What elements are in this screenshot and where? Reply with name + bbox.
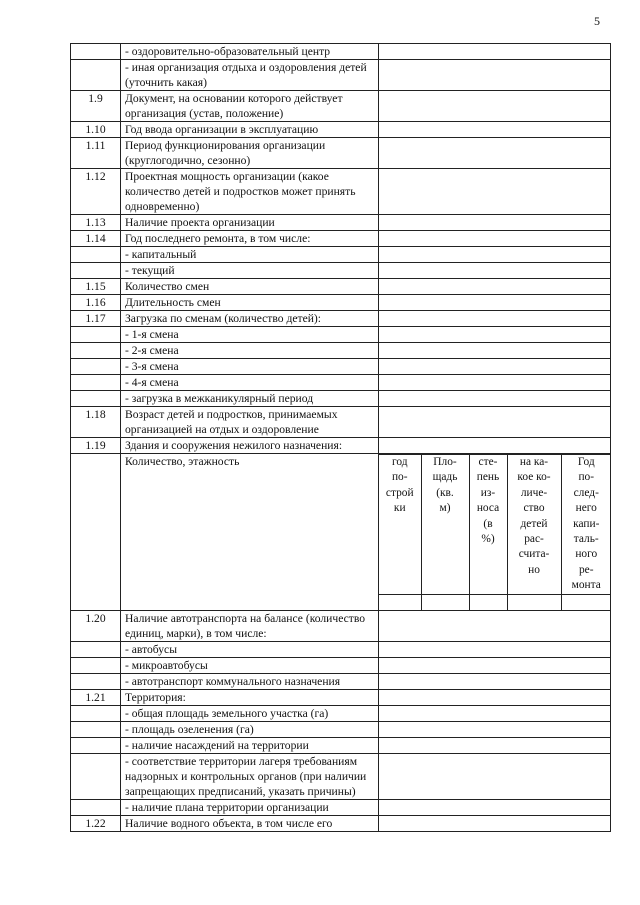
row-number: 1.13 [71, 215, 121, 231]
page-number: 5 [594, 14, 600, 28]
row-number: 1.14 [71, 231, 121, 247]
row-label: Возраст детей и подростков, принимаемых организацией на отдых и оздоровление [121, 407, 379, 438]
value-cell[interactable] [379, 359, 611, 375]
row-number [71, 737, 121, 753]
table-row [71, 657, 611, 673]
row-number [71, 247, 121, 263]
value-cell[interactable] [379, 279, 611, 295]
table-row [71, 375, 611, 391]
table-row [71, 391, 611, 407]
column-header-capacity: на ка- кое ко- личе- ство детей рас- счита- но [507, 455, 561, 595]
table-row [71, 689, 611, 705]
table-row [71, 438, 611, 454]
row-label: - автотранспорт коммунального назначения [121, 673, 379, 689]
value-cell[interactable] [379, 231, 611, 247]
blank-cell[interactable] [421, 594, 469, 610]
blank-cell[interactable] [379, 594, 421, 610]
table-row [71, 705, 611, 721]
row-number [71, 799, 121, 815]
row-label: - оздоровительно-образовательный центр [121, 44, 379, 60]
value-cell[interactable] [379, 169, 611, 215]
value-cell[interactable] [379, 311, 611, 327]
row-number [71, 721, 121, 737]
table-row [71, 454, 611, 611]
value-cell[interactable] [379, 247, 611, 263]
row-label: - общая площадь земельного участка (га) [121, 705, 379, 721]
row-label: - автобусы [121, 641, 379, 657]
value-cell[interactable] [379, 138, 611, 169]
value-cell[interactable] [379, 391, 611, 407]
value-cell[interactable] [379, 295, 611, 311]
value-cell[interactable] [379, 673, 611, 689]
row-number [71, 391, 121, 407]
table-row [71, 753, 611, 799]
row-number: 1.19 [71, 438, 121, 454]
row-label: Здания и сооружения нежилого назначения: [121, 438, 379, 454]
buildings-subtable-cell [379, 454, 611, 611]
row-label: - 3-я смена [121, 359, 379, 375]
row-number [71, 705, 121, 721]
row-label: Наличие автотранспорта на балансе (количество единиц, марки), в том числе: [121, 610, 379, 641]
passport-table [70, 43, 611, 832]
value-cell[interactable] [379, 610, 611, 641]
value-cell[interactable] [379, 44, 611, 60]
row-label: Загрузка по сменам (количество детей): [121, 311, 379, 327]
table-row [71, 673, 611, 689]
row-number [71, 263, 121, 279]
row-number [71, 60, 121, 91]
value-cell[interactable] [379, 721, 611, 737]
row-number: 1.9 [71, 91, 121, 122]
row-number [71, 657, 121, 673]
row-label: - наличие плана территории организации [121, 799, 379, 815]
table-row [71, 263, 611, 279]
table-row [71, 610, 611, 641]
row-label: - микроавтобусы [121, 657, 379, 673]
row-label: Наличие водного объекта, в том числе его [121, 815, 379, 831]
row-number: 1.15 [71, 279, 121, 295]
value-cell[interactable] [379, 689, 611, 705]
row-number [71, 44, 121, 60]
row-number: 1.17 [71, 311, 121, 327]
table-row [71, 295, 611, 311]
row-number: 1.22 [71, 815, 121, 831]
table-row [71, 247, 611, 263]
value-cell[interactable] [379, 60, 611, 91]
row-number: 1.12 [71, 169, 121, 215]
row-label: Количество смен [121, 279, 379, 295]
row-number [71, 753, 121, 799]
value-cell[interactable] [379, 753, 611, 799]
row-label: - 2-я смена [121, 343, 379, 359]
value-cell[interactable] [379, 438, 611, 454]
value-cell[interactable] [379, 375, 611, 391]
row-number [71, 454, 121, 611]
table-row [71, 215, 611, 231]
table-row [71, 641, 611, 657]
value-cell[interactable] [379, 327, 611, 343]
value-cell[interactable] [379, 705, 611, 721]
row-label: - 4-я смена [121, 375, 379, 391]
value-cell[interactable] [379, 799, 611, 815]
blank-cell[interactable] [469, 594, 507, 610]
row-label: Количество, этажность [121, 454, 379, 611]
table-row [71, 279, 611, 295]
row-number: 1.18 [71, 407, 121, 438]
table-row [71, 737, 611, 753]
table-row [71, 169, 611, 215]
row-label: Проектная мощность организации (какое количество детей и подростков может принять одновременно) [121, 169, 379, 215]
row-number [71, 359, 121, 375]
buildings-subtable [379, 454, 611, 610]
value-cell[interactable] [379, 407, 611, 438]
row-number [71, 673, 121, 689]
table-row [71, 721, 611, 737]
value-cell[interactable] [379, 122, 611, 138]
row-number: 1.10 [71, 122, 121, 138]
row-number [71, 327, 121, 343]
row-number: 1.20 [71, 610, 121, 641]
value-cell[interactable] [379, 641, 611, 657]
table-row [71, 91, 611, 122]
row-label: Наличие проекта организации [121, 215, 379, 231]
row-label: - иная организация отдыха и оздоровления детей (уточнить какая) [121, 60, 379, 91]
value-cell[interactable] [379, 343, 611, 359]
value-cell[interactable] [379, 91, 611, 122]
row-label: Территория: [121, 689, 379, 705]
column-header-last-repair: Год по- след- него капи- таль- ного ре- монта [561, 455, 611, 595]
row-label: - площадь озеленения (га) [121, 721, 379, 737]
row-label: Год ввода организации в эксплуатацию [121, 122, 379, 138]
row-label: - соответствие территории лагеря требованиям надзорных и контрольных органов (при наличии запрещающих предписаний, указать причины) [121, 753, 379, 799]
blank-cell[interactable] [507, 594, 561, 610]
table-row [71, 407, 611, 438]
table-row [71, 44, 611, 60]
table-row [71, 359, 611, 375]
table-row [71, 343, 611, 359]
table-row [71, 799, 611, 815]
row-number: 1.16 [71, 295, 121, 311]
row-number [71, 375, 121, 391]
table-row [71, 231, 611, 247]
row-number: 1.21 [71, 689, 121, 705]
row-label: - наличие насаждений на территории [121, 737, 379, 753]
row-number [71, 343, 121, 359]
value-cell[interactable] [379, 815, 611, 831]
row-number: 1.11 [71, 138, 121, 169]
row-label: Документ, на основании которого действует организация (устав, положение) [121, 91, 379, 122]
value-cell[interactable] [379, 263, 611, 279]
column-header-area: Пло- щадь (кв. м) [421, 455, 469, 595]
row-label: - 1-я смена [121, 327, 379, 343]
table-row [71, 327, 611, 343]
table-row [71, 138, 611, 169]
row-label: Год последнего ремонта, в том числе: [121, 231, 379, 247]
row-number [71, 641, 121, 657]
blank-cell[interactable] [561, 594, 611, 610]
table-row [71, 311, 611, 327]
row-label: - капитальный [121, 247, 379, 263]
column-header-wear: сте- пень из- носа (в %) [469, 455, 507, 595]
column-header-year-built: год по- строй ки [379, 455, 421, 595]
table-row [71, 60, 611, 91]
row-label: - загрузка в межканикулярный период [121, 391, 379, 407]
row-label: Длительность смен [121, 295, 379, 311]
value-cell[interactable] [379, 215, 611, 231]
table-row [71, 122, 611, 138]
value-cell[interactable] [379, 737, 611, 753]
row-label: - текущий [121, 263, 379, 279]
row-label: Период функционирования организации (круглогодично, сезонно) [121, 138, 379, 169]
table-row [71, 815, 611, 831]
value-cell[interactable] [379, 657, 611, 673]
